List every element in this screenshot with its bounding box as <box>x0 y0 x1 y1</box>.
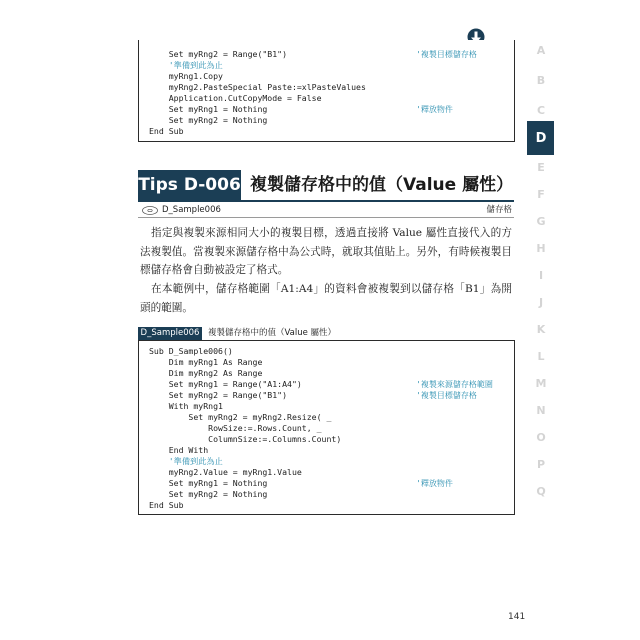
index-letter: L <box>537 350 545 363</box>
index-letter: H <box>536 242 546 255</box>
title-divider <box>138 200 514 202</box>
code-line: Set myRng1 = Nothing <box>149 104 268 114</box>
code-comment: '複製目標儲存格 <box>416 391 477 400</box>
code-line: Sub D_Sample006() <box>149 346 233 356</box>
code-sample-tag: D_Sample006 <box>138 327 202 340</box>
body-paragraph: 在本範例中，儲存格範圍「A1:A4」的資料會被複製到以儲存格「B1」為開頭的範圍。 <box>140 283 512 314</box>
code-line: myRng2.PasteSpecial Paste:=xlPasteValues <box>149 82 366 92</box>
code-comment: '複製目標儲存格 <box>416 50 477 59</box>
code-line: Dim myRng2 As Range <box>149 368 263 378</box>
code-line: With myRng1 <box>149 401 223 411</box>
index-letter: I <box>538 269 544 282</box>
code-listing-continued <box>138 40 515 142</box>
index-letter: Q <box>536 485 546 498</box>
body-paragraph: 指定與複製來源相同大小的複製目標，透過直接將 Value 屬性直接代入的方法複製值。當複製來源儲存格中為公式時，就取其值貼上。另外，有時候複製目標儲存格會自動被設定了格式。 <box>140 227 512 276</box>
code-line: ColumnSize:=.Columns.Count) <box>149 434 342 444</box>
code-line: '準備到此為止 <box>149 60 223 70</box>
index-letter: O <box>536 431 546 444</box>
index-letter-active: D <box>535 131 547 146</box>
page-number: 141 <box>508 612 526 622</box>
index-letter: K <box>536 323 546 336</box>
tips-label: Tips D-006 <box>138 170 241 200</box>
code-line: Application.CutCopyMode = False <box>149 93 322 103</box>
index-letter: J <box>538 296 544 309</box>
code-line: End With <box>149 445 209 455</box>
code-line: myRng1.Copy <box>149 71 223 81</box>
code-line: '準備到此為止 <box>149 456 223 466</box>
code-line: End Sub <box>149 500 184 510</box>
index-letter: B <box>536 74 546 87</box>
sample-row <box>138 205 514 218</box>
code-line: Set myRng1 = Nothing <box>149 478 268 488</box>
code-line: Dim myRng1 As Range <box>149 357 263 367</box>
code-caption: 複製儲存格中的值（Value 屬性） <box>208 328 337 338</box>
code-comment: '釋放物件 <box>416 479 453 488</box>
index-letter: P <box>536 458 546 471</box>
code-line: Set myRng2 = Range("B1") <box>149 49 288 59</box>
code-line: Set myRng1 = Range("A1:A4") <box>149 379 302 389</box>
code-comment: '複製來源儲存格範圍 <box>416 380 493 389</box>
code-line: End Sub <box>149 126 184 136</box>
code-line: myRng2.Value = myRng1.Value <box>149 467 302 477</box>
code-line: Set myRng2 = Nothing <box>149 115 268 125</box>
code-line: Set myRng2 = Range("B1") <box>149 390 288 400</box>
index-letter: M <box>535 377 547 390</box>
code-line: Set myRng2 = Nothing <box>149 489 268 499</box>
sample-file-name: D_Sample006 <box>162 205 221 215</box>
code-line: RowSize:=.Rows.Count, _ <box>149 423 322 433</box>
code-line: Set myRng2 = myRng2.Resize( _ <box>149 412 332 422</box>
disc-icon <box>142 206 158 215</box>
page-title: 複製儲存格中的值（Value 屬性） <box>250 175 514 195</box>
index-letter: A <box>536 44 546 57</box>
index-letter: E <box>537 161 545 174</box>
index-letter: F <box>537 188 545 201</box>
sample-category: 儲存格 <box>486 205 512 215</box>
code-comment: '釋放物件 <box>416 105 453 114</box>
code-listing <box>138 340 515 515</box>
index-letter: G <box>536 215 546 228</box>
index-letter: C <box>536 104 546 117</box>
index-letter: N <box>536 404 546 417</box>
